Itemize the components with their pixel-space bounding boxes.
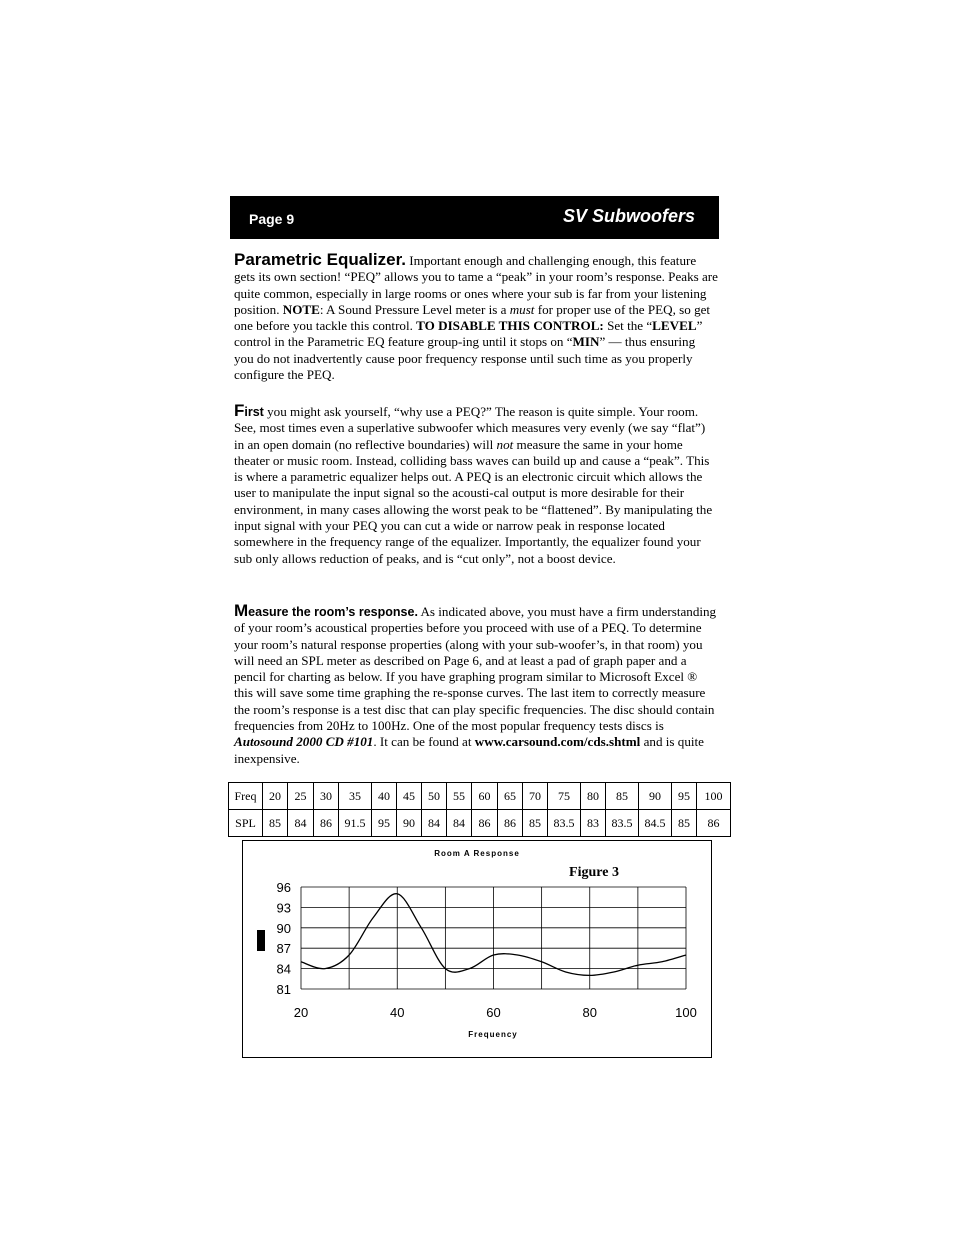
freq-cell: 40 (372, 783, 397, 810)
measure-section (234, 603, 718, 767)
spl-cell: 83.5 (606, 810, 639, 837)
disable-label: TO DISABLE THIS CONTROL: (416, 318, 604, 334)
spl-cell: 84 (288, 810, 314, 837)
x-axis-label: Frequency (468, 1030, 518, 1039)
freq-cell: 80 (581, 783, 606, 810)
table-row (229, 783, 731, 810)
spl-cell: 83 (581, 810, 606, 837)
freq-cell: 20 (263, 783, 288, 810)
peq-section (234, 252, 718, 383)
spl-cell: 86 (498, 810, 523, 837)
peq-paragraph: Parametric Equalizer. Important enough and challenging enough, this feature gets its own section! “PEQ” allows you to tame a “peak” in your room’s response. Peaks are quite common, especially in large rooms or ones where your sub is far from your listening position. NOTE: A Sound Pressure Level meter is a must for proper use of the PEQ, so get one before you tackle this control. TO DISABLE THIS CONTROL: Set the “LEVEL” control in the Parametric EQ feature group-ing until it stops on “MIN” — thus ensuring you do not inadvertently cause poor frequency response until such time as you properly configure the PEQ. (234, 250, 718, 383)
figure-label: Figure 3 (569, 865, 619, 880)
legend-key (257, 930, 265, 951)
spl-cell: 85 (263, 810, 288, 837)
table-row (229, 810, 731, 837)
x-tick-label: 40 (390, 1005, 405, 1020)
spl-cell: 83.5 (548, 810, 581, 837)
response-chart (242, 840, 712, 1058)
x-tick-label: 100 (675, 1005, 697, 1020)
y-tick-label: 84 (276, 961, 291, 977)
spl-cell: 91.5 (339, 810, 372, 837)
measure-heading: easure the room’s response. (248, 605, 418, 619)
freq-cell: 25 (288, 783, 314, 810)
x-tick-label: 60 (486, 1005, 501, 1020)
spl-cell: 84.5 (639, 810, 672, 837)
spl-cell: 86 (314, 810, 339, 837)
y-tick-label: 90 (276, 920, 291, 936)
y-tick-label: 93 (276, 900, 291, 916)
freq-cell: 55 (447, 783, 472, 810)
freq-cell: 45 (397, 783, 422, 810)
freq-cell: 50 (422, 783, 447, 810)
grid (301, 887, 686, 989)
y-tick-label: 96 (276, 880, 291, 895)
spl-cell: 86 (697, 810, 731, 837)
spl-cell: 90 (397, 810, 422, 837)
chart-title: Room A Response (434, 849, 520, 858)
spl-cell: 84 (447, 810, 472, 837)
x-tick-label: 20 (293, 1005, 309, 1020)
page-header (230, 196, 719, 239)
freq-cell: 30 (314, 783, 339, 810)
x-tick-label: 80 (582, 1005, 597, 1020)
disc-url: www.carsound.com/cds.shtml (474, 734, 641, 750)
first-section (234, 403, 718, 567)
spl-cell: 95 (372, 810, 397, 837)
freq-cell: 35 (339, 783, 372, 810)
first-paragraph: First you might ask yourself, “why use a PEQ?” The reason is quite simple. Your room. See, most times even a superlative subwoofer which measures very evenly (we say “flat”) in an open domain (no reflective boundaries) will not measure the same in your home theater or music room. Instead, colliding bass waves can build up and cause a “peak”. This is where a parametric equalizer helps out. A PEQ is an electronic circuit which allows the user to manipulate the input signal so the acousti-cal output is more desirable for their environment, in many cases allowing the worst peak to be “flattened”. By manipulating the input signal with your PEQ you can cut a wide or narrow peak in response located somewhere in the frequency range of the equalizer. Importantly, the equalizer found your sub only allows reduction of peaks, and is “cut only”, not a boost device. (234, 401, 713, 566)
brand-title: SV Subwoofers (562, 206, 695, 226)
peq-heading: Parametric Equalizer (234, 250, 402, 269)
freq-cell: 85 (606, 783, 639, 810)
freq-cell: 60 (472, 783, 498, 810)
y-ticks (277, 880, 291, 997)
first-heading: irst (244, 405, 264, 419)
row-label-spl: SPL (229, 810, 263, 837)
spl-cell: 86 (472, 810, 498, 837)
freq-cell: 90 (639, 783, 672, 810)
page-number: Page 9 (249, 211, 295, 227)
freq-cell: 70 (523, 783, 548, 810)
measurement-table (228, 782, 731, 837)
y-tick-label: 87 (276, 941, 291, 957)
freq-cell: 100 (697, 783, 731, 810)
freq-cell: 95 (672, 783, 697, 810)
disc-name: Autosound 2000 CD #101 (234, 734, 374, 750)
row-label-freq: Freq (229, 783, 263, 810)
spl-cell: 85 (672, 810, 697, 837)
freq-cell: 75 (548, 783, 581, 810)
spl-cell: 84 (422, 810, 447, 837)
note-label: NOTE (282, 301, 320, 317)
freq-cell: 65 (498, 783, 523, 810)
y-tick-label: 81 (276, 982, 291, 997)
spl-cell: 85 (523, 810, 548, 837)
x-ticks (294, 1005, 697, 1020)
chart-svg (243, 841, 711, 1057)
measure-paragraph: Measure the room’s response. As indicated above, you must have a firm understanding of your room’s acoustical properties before you proceed with use of a PEQ. To determine your room’s natural response properties (along with your sub-woofer’s, in that room) you will need an SPL meter as described on Page 6, and at least a pad of graph paper and a pencil for charting as below. If you have graphing program similar to Microsoft Excel ® this will save some time graphing the re-sponse curves. The last item to correctly measure the room’s response is a test disc that can play specific frequencies. The disc should contain frequencies from 20Hz to 100Hz. One of the most popular frequency tests discs is Autosound 2000 CD #101. It can be found at www.carsound.com/cds.shtml and is quite inexpensive. (234, 601, 717, 766)
